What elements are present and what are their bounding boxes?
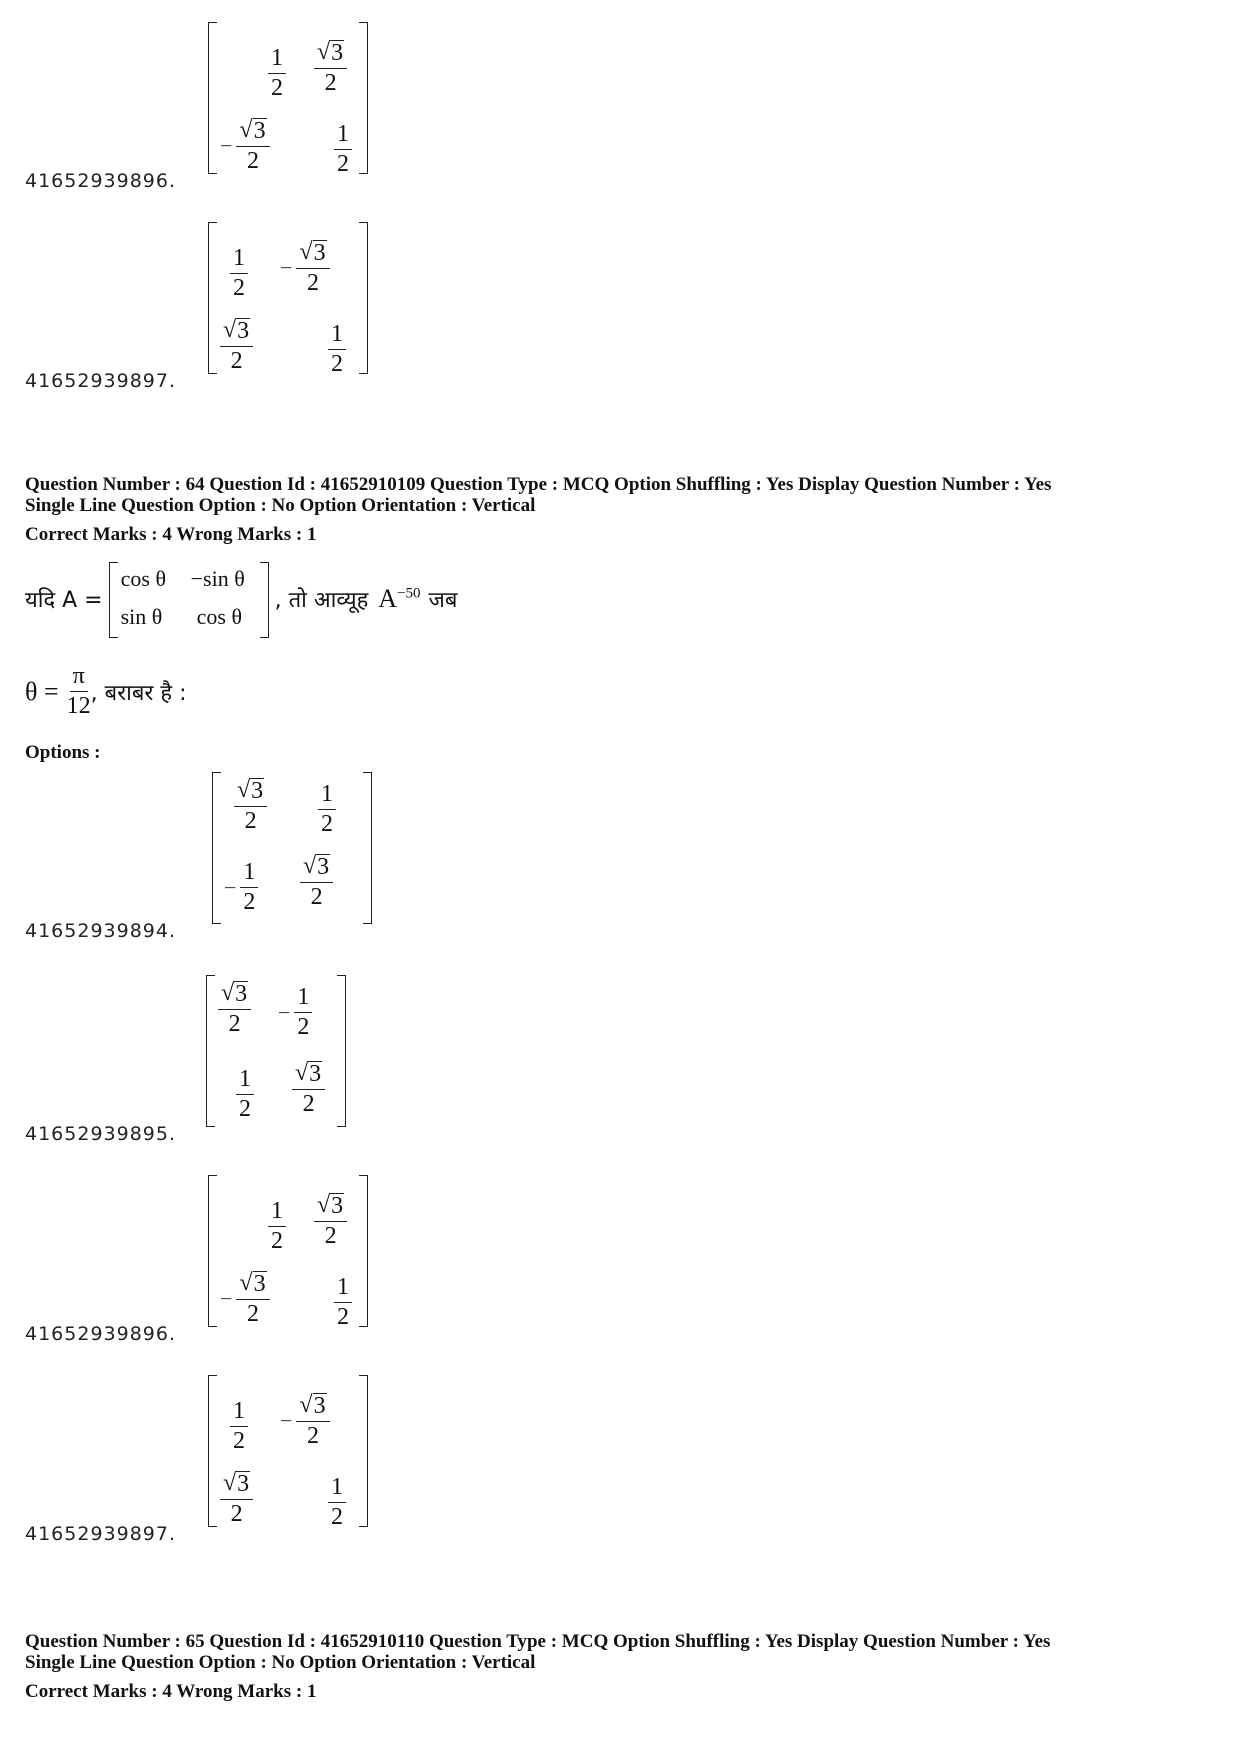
question-meta-line1: Question Number : 64 Question Id : 41652910109 Question Type : MCQ Option Shuffling : Yes Display Question Number : Yes — [25, 474, 1052, 495]
option-matrix — [208, 1375, 368, 1531]
option-3[interactable] — [0, 1175, 1240, 1345]
option-matrix — [208, 222, 368, 378]
matrix-cell-b21: √ 3 2 — [220, 318, 253, 374]
matrix-cell: √ 3 2 — [314, 1193, 347, 1249]
option-id: 41652939896. — [25, 1323, 177, 1345]
matrix-cell: $\frac{1}{2}$ — [318, 782, 336, 837]
matrix-A-cell: sin θ — [120, 604, 163, 629]
pi-over-twelve: $\frac{\pi}{12}$ — [66, 663, 91, 720]
question-tail: , बराबर है : — [90, 680, 187, 706]
option-1[interactable] — [0, 772, 1240, 942]
matrix-left-bracket — [206, 975, 215, 1127]
matrix-cell: − $\frac{1}{2}$ — [278, 985, 312, 1040]
matrix-A-cell: −sin θ — [190, 566, 245, 591]
matrix-right-bracket — [359, 22, 368, 174]
matrix-left-bracket — [109, 562, 118, 638]
option-id: 41652939895. — [25, 1123, 177, 1145]
matrix-cell-a21: − √ 3 2 — [220, 118, 270, 174]
matrix-cell: √ 3 2 — [234, 778, 267, 834]
matrix-A-cell: cos θ — [120, 566, 166, 591]
option-id: 41652939897. — [25, 1523, 177, 1545]
matrix-cell: $\frac{1}{2}$ — [334, 1275, 352, 1330]
matrix-right-bracket — [359, 1175, 368, 1327]
matrix-cell: √ 3 2 — [218, 981, 251, 1037]
question-suffix: , तो आव्यूह — [274, 588, 369, 613]
option-4[interactable] — [0, 1375, 1240, 1545]
matrix-A — [109, 562, 269, 636]
matrix-cell: $\frac{1}{2}$ — [268, 1199, 286, 1254]
matrix-cell: $\frac{1}{2}$ — [230, 1399, 248, 1454]
option-matrix — [208, 1175, 368, 1331]
question-text-line2 — [25, 664, 187, 719]
next-question-meta-line2: Single Line Question Option : No Option Orientation : Vertical — [25, 1652, 536, 1673]
matrix-right-bracket — [337, 975, 346, 1127]
matrix-cell: − $\frac{1}{2}$ — [224, 860, 258, 915]
theta-eq: θ = — [25, 676, 59, 706]
matrix-cell: − √ 3 2 — [220, 1271, 270, 1327]
option-id: 41652939897. — [25, 370, 177, 392]
option-matrix — [212, 772, 372, 922]
question-jab: जब — [428, 588, 458, 613]
option-matrix — [208, 22, 368, 178]
question-prefix: यदि A = — [25, 588, 103, 613]
next-question-meta-line1: Question Number : 65 Question Id : 41652910110 Question Type : MCQ Option Shuffling : Yes Display Question Number : Yes — [25, 1631, 1051, 1652]
top-option-2[interactable] — [0, 222, 1240, 392]
matrix-right-bracket — [363, 772, 372, 924]
matrix-cell: $\frac{1}{2}$ — [236, 1067, 254, 1122]
matrix-left-bracket — [208, 222, 217, 374]
question-meta-line2: Single Line Question Option : No Option Orientation : Vertical — [25, 495, 536, 516]
options-label: Options : — [25, 742, 101, 763]
matrix-cell: √ 3 2 — [300, 854, 333, 910]
matrix-cell-a22: $\frac{1}{2}$ — [334, 122, 352, 177]
matrix-cell: √ 3 2 — [220, 1471, 253, 1527]
option-matrix — [206, 975, 346, 1125]
option-id: 41652939894. — [25, 920, 177, 942]
matrix-right-bracket — [260, 562, 269, 638]
matrix-left-bracket — [208, 1175, 217, 1327]
top-option-1[interactable] — [0, 22, 1240, 192]
a-power: $A^{-50}$ — [378, 584, 421, 613]
matrix-cell-a11: $\frac{1}{2}$ — [268, 46, 286, 101]
matrix-left-bracket — [208, 22, 217, 174]
matrix-right-bracket — [359, 1375, 368, 1527]
option-id: 41652939896. — [25, 170, 177, 192]
question-marks: Correct Marks : 4 Wrong Marks : 1 — [25, 524, 317, 545]
matrix-cell-b11: $\frac{1}{2}$ — [230, 246, 248, 301]
matrix-A-cell: cos θ — [196, 604, 242, 629]
next-question-marks: Correct Marks : 4 Wrong Marks : 1 — [25, 1681, 317, 1702]
matrix-cell-a12: √ 3 2 — [314, 40, 347, 96]
option-2[interactable] — [0, 975, 1240, 1145]
matrix-cell: √ 3 2 — [292, 1061, 325, 1117]
matrix-right-bracket — [359, 222, 368, 374]
matrix-cell: $\frac{1}{2}$ — [328, 1475, 346, 1530]
matrix-cell-b12: − √ 3 2 — [280, 240, 330, 296]
matrix-left-bracket — [208, 1375, 217, 1527]
question-text-line1 — [25, 562, 457, 636]
matrix-cell: − √ 3 2 — [280, 1393, 330, 1449]
matrix-left-bracket — [212, 772, 221, 924]
matrix-cell-b22: $\frac{1}{2}$ — [328, 322, 346, 377]
